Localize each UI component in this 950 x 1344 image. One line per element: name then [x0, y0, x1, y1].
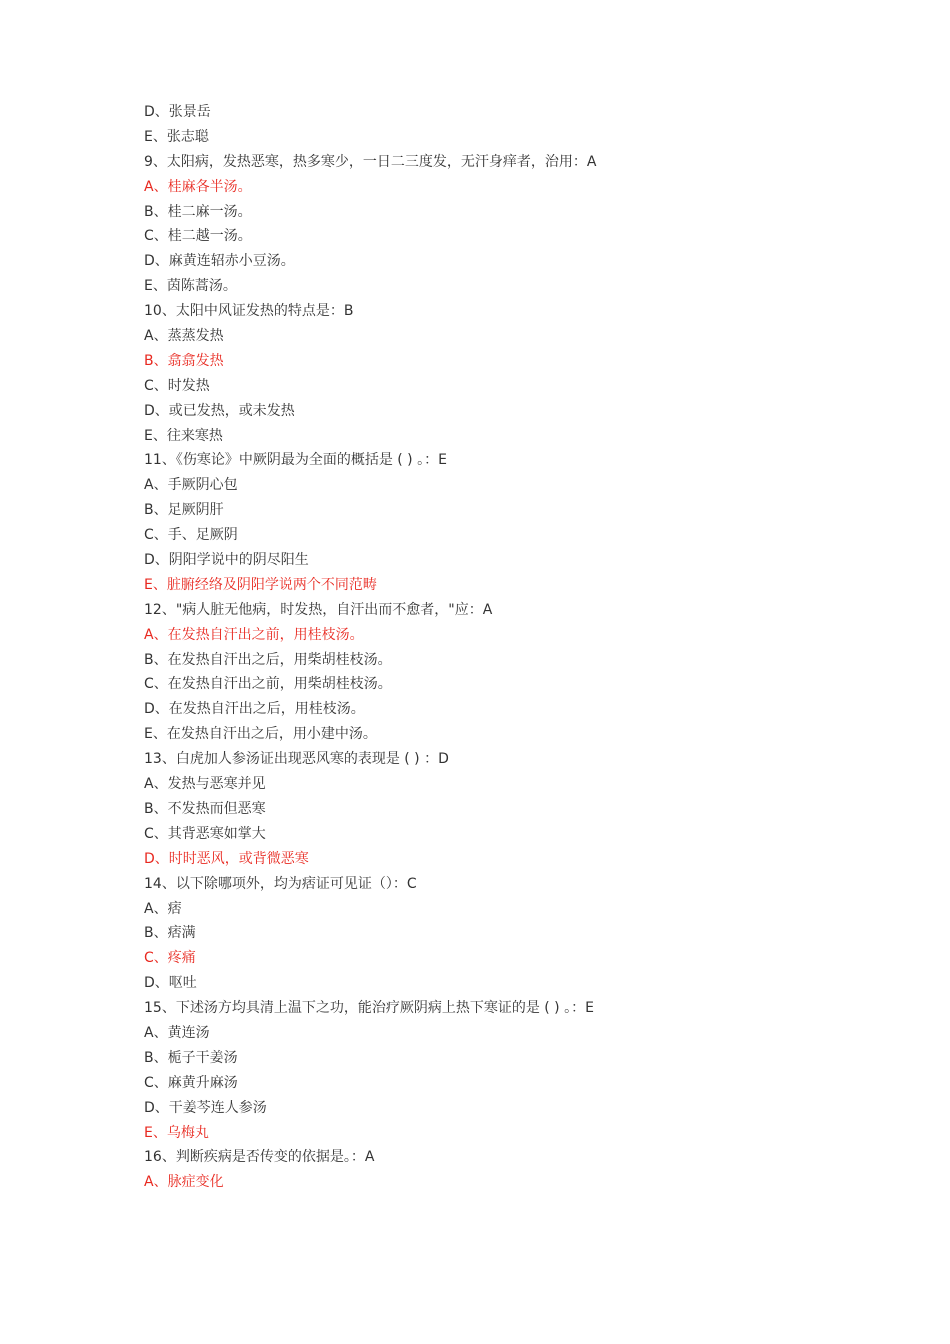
text-line: C、桂二越一汤。	[144, 228, 252, 245]
text-line: 9、太阳病，发热恶寒，热多寒少，一日二三度发，无汗身痒者，治用：A	[144, 153, 597, 170]
text-line: 16、判断疾病是否传变的依据是。：A	[144, 1149, 375, 1166]
text-line: E、茵陈蒿汤。	[144, 278, 237, 295]
text-line: B、在发热自汗出之后，用柴胡桂枝汤。	[144, 651, 392, 668]
text-line: E、张志聪	[144, 128, 209, 145]
text-line: D、呕吐	[144, 975, 197, 992]
answer-option-line: C、疼痛	[144, 950, 196, 967]
text-line: 15、下述汤方均具清上温下之功，能治疗厥阴病上热下寒证的是 ( ) 。：E	[144, 1000, 594, 1017]
question-list	[144, 100, 864, 1195]
text-line: A、蒸蒸发热	[144, 328, 224, 345]
answer-option-line: A、在发热自汗出之前，用桂枝汤。	[144, 626, 364, 643]
text-line: A、手厥阴心包	[144, 477, 238, 494]
text-line: A、痞	[144, 900, 182, 917]
text-line: A、黄连汤	[144, 1024, 210, 1041]
text-line: B、栀子干姜汤	[144, 1049, 238, 1066]
text-line: B、足厥阴肝	[144, 502, 224, 519]
text-line: 10、太阳中风证发热的特点是：B	[144, 303, 354, 320]
text-line: C、手、足厥阴	[144, 527, 238, 544]
text-line: C、时发热	[144, 377, 210, 394]
text-line: 13、白虎加人参汤证出现恶风寒的表现是 ( ) ：D	[144, 751, 449, 768]
text-line: 14、以下除哪项外，均为痞证可见证（）：C	[144, 875, 417, 892]
text-line: C、其背恶寒如掌大	[144, 825, 266, 842]
text-line: D、在发热自汗出之后，用桂枝汤。	[144, 701, 365, 718]
text-line: D、张景岳	[144, 104, 211, 120]
text-line: C、麻黄升麻汤	[144, 1074, 238, 1091]
text-line: D、麻黄连轺赤小豆汤。	[144, 253, 295, 270]
answer-option-line: A、脉症变化	[144, 1174, 224, 1191]
text-line: D、或已发热，或未发热	[144, 402, 295, 419]
text-line: D、阴阳学说中的阴尽阳生	[144, 552, 309, 569]
answer-option-line: B、翕翕发热	[144, 352, 224, 369]
answer-option-line: A、桂麻各半汤。	[144, 178, 252, 195]
text-line: B、桂二麻一汤。	[144, 203, 252, 220]
text-line: A、发热与恶寒并见	[144, 776, 266, 793]
text-line: 11、《伤寒论》中厥阴最为全面的概括是 ( ) 。：E	[144, 452, 447, 469]
text-line: B、痞满	[144, 925, 196, 942]
answer-option-line: E、乌梅丸	[144, 1124, 209, 1141]
answer-option-line: D、时时恶风，或背微恶寒	[144, 850, 309, 867]
text-line: 12、"病人脏无他病，时发热，自汗出而不愈者，"应：A	[144, 601, 493, 618]
answer-option-line: E、脏腑经络及阴阳学说两个不同范畴	[144, 576, 377, 593]
text-line: C、在发热自汗出之前，用柴胡桂枝汤。	[144, 676, 392, 693]
text-line: E、在发热自汗出之后，用小建中汤。	[144, 726, 377, 743]
text-line: B、不发热而但恶寒	[144, 800, 266, 817]
text-line: D、干姜芩连人参汤	[144, 1099, 267, 1116]
text-line: E、往来寒热	[144, 427, 223, 444]
